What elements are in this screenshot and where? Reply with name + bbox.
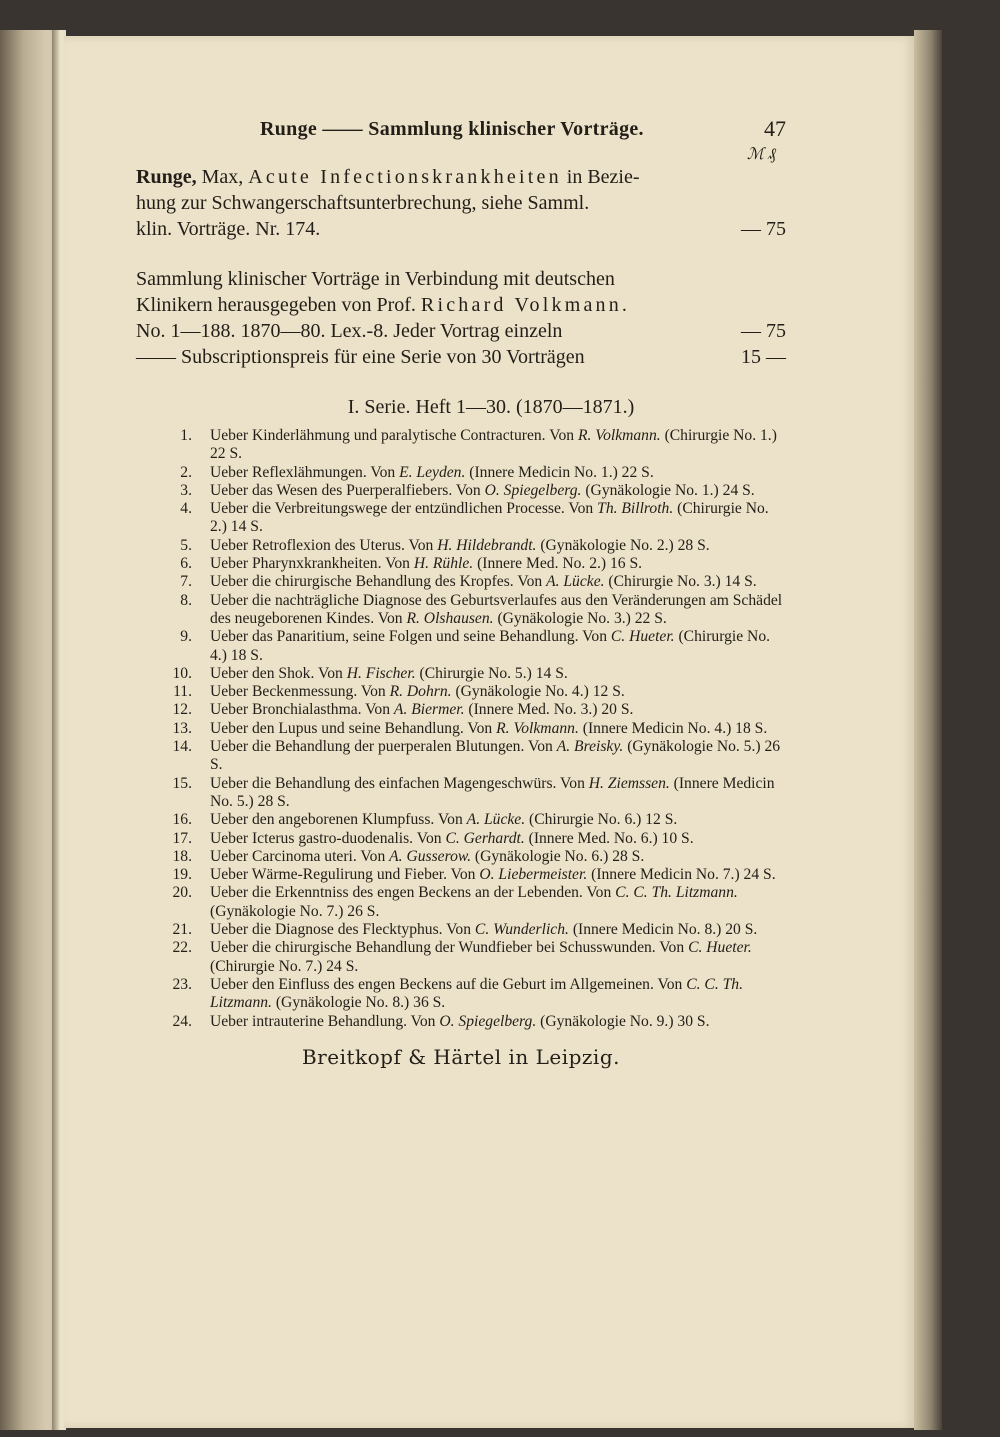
- item-details: (Chirurgie No. 6.) 12 S.: [529, 811, 678, 829]
- list-item: [136, 976, 786, 1013]
- entry-title: Acute Infectionskrankheiten: [248, 166, 562, 188]
- item-title: Ueber die Behandlung der puerperalen Blutungen. Von: [210, 738, 557, 756]
- item-author: H. Rühle.: [413, 555, 478, 573]
- item-details: (Gynäkologie No. 7.) 26 S.: [210, 902, 380, 920]
- item-number: 4.: [180, 500, 192, 518]
- list-item: [136, 464, 786, 482]
- list-item: [136, 482, 786, 500]
- item-details: (Chirurgie No. 5.) 14 S.: [419, 664, 568, 682]
- item-details: (Gynäkologie No. 1.) 24 S.: [585, 481, 755, 499]
- list-item: [136, 720, 786, 738]
- editor-name: Richard Volkmann.: [420, 294, 631, 316]
- item-details: (Chirurgie No. 4.) 18 S.: [210, 628, 771, 664]
- item-title: Ueber Pharynxkrankheiten. Von: [210, 555, 414, 573]
- list-item: [136, 848, 786, 866]
- item-title: Ueber Reflexlähmungen. Von: [210, 463, 400, 481]
- item-number: 10.: [172, 664, 192, 682]
- item-number: 12.: [172, 701, 192, 719]
- item-number: 17.: [172, 829, 192, 847]
- item-number: 6.: [180, 555, 192, 573]
- item-number: 7.: [180, 573, 192, 591]
- item-title: Ueber Wärme-Regulirung und Fieber. Von: [210, 866, 480, 884]
- item-author: E. Leyden.: [399, 463, 470, 481]
- item-title: Ueber den Einfluss des engen Beckens auf die Geburt im Allgemeinen. Von: [210, 975, 687, 993]
- item-details: (Innere Medicin No. 8.) 20 S.: [572, 921, 758, 939]
- item-title: Ueber das Panaritium, seine Folgen und seine Behandlung. Von: [210, 628, 611, 646]
- header-title: Runge —— Sammlung klinischer Vorträge.: [260, 118, 644, 140]
- item-title: Ueber den Shok. Von: [210, 664, 347, 682]
- page-content: [136, 110, 786, 1069]
- list-item: [136, 573, 786, 591]
- item-title: Ueber die Behandlung des einfachen Magengeschwürs. Von: [210, 774, 589, 792]
- item-details: (Innere Med. No. 3.) 20 S.: [468, 701, 634, 719]
- item-number: 20.: [172, 884, 192, 902]
- item-details: (Gynäkologie No. 8.) 36 S.: [275, 994, 446, 1012]
- page-stack-edge: [914, 30, 942, 1430]
- item-author: A. Breisky.: [556, 738, 628, 756]
- item-number: 5.: [180, 536, 192, 554]
- item-title: Ueber Icterus gastro-duodenalis. Von: [210, 829, 446, 847]
- list-item: [136, 665, 786, 683]
- entry-sammlung: Sammlung klinischer Vorträge in Verbindung mit deutschen Klinikern herausgegeben von Prof. Richard Volkmann. No. 1—188. 1870—80. Lex.-8. Jeder Vortrag einzeln — 75 —— Subscriptionspreis für eine Serie von 30 Vorträgen 15 —: [136, 268, 786, 368]
- entry-price: — 75: [741, 320, 786, 342]
- item-author: A. Lücke.: [546, 573, 609, 591]
- list-item: [136, 866, 786, 884]
- item-author: R. Volkmann.: [496, 719, 583, 737]
- item-details: (Gynäkologie No. 6.) 28 S.: [474, 847, 645, 865]
- item-author: O. Liebermeister.: [479, 866, 592, 884]
- item-number: 8.: [180, 591, 192, 609]
- item-author: A. Lücke.: [466, 811, 530, 829]
- item-title: Ueber die Diagnose des Flecktyphus. Von: [210, 921, 475, 939]
- entry-price: — 75: [741, 218, 786, 240]
- item-details: (Chirurgie No. 2.) 14 S.: [210, 500, 769, 536]
- item-title: Ueber Kinderlähmung und paralytische Contracturen. Von: [210, 427, 578, 444]
- item-title: Ueber die chirurgische Behandlung der Wundfieber bei Schusswunden. Von: [210, 939, 689, 957]
- item-title: Ueber Beckenmessung. Von: [210, 683, 390, 701]
- entry-name: Runge,: [136, 166, 197, 188]
- item-author: H. Ziemssen.: [588, 774, 674, 792]
- subscription-price: 15 —: [741, 346, 786, 368]
- item-details: (Chirurgie No. 1.) 22 S.: [210, 427, 777, 463]
- item-details: (Innere Medicin No. 4.) 18 S.: [582, 719, 768, 737]
- list-item: [136, 811, 786, 829]
- item-title: Ueber den angeborenen Klumpfuss. Von: [210, 811, 467, 829]
- item-number: 16.: [172, 811, 192, 829]
- item-details: (Innere Med. No. 2.) 16 S.: [477, 555, 643, 573]
- publisher-footer: Breitkopf & Härtel in Leipzig.: [301, 1044, 620, 1069]
- page-number: 47: [764, 116, 786, 141]
- list-item: [136, 628, 786, 665]
- item-number: 18.: [172, 847, 192, 865]
- list-item: [136, 921, 786, 939]
- item-author: R. Volkmann.: [577, 427, 665, 444]
- item-title: Ueber das Wesen des Puerperalfiebers. Von: [210, 481, 485, 499]
- list-item: [136, 939, 786, 976]
- item-number: 13.: [172, 719, 192, 737]
- item-author: O. Spiegelberg.: [439, 1012, 541, 1030]
- list-item: [136, 884, 786, 921]
- item-author: C. Hueter.: [610, 628, 679, 646]
- item-number: 9.: [180, 628, 192, 646]
- list-item: [136, 738, 786, 775]
- item-title: Ueber intrauterine Behandlung. Von: [210, 1012, 440, 1030]
- item-author: H. Fischer.: [346, 664, 420, 682]
- list-item: [136, 592, 786, 629]
- item-details: (Gynäkologie No. 4.) 12 S.: [455, 683, 625, 701]
- list-item: [136, 701, 786, 719]
- item-author: R. Olshausen.: [406, 609, 498, 627]
- item-details: (Innere Med. No. 6.) 10 S.: [528, 829, 694, 847]
- list-item: [136, 537, 786, 555]
- item-number: 1.: [180, 427, 192, 444]
- item-author: H. Hildebrandt.: [437, 536, 541, 554]
- list-item: [136, 1013, 786, 1031]
- list-item: [136, 775, 786, 812]
- item-number: 15.: [172, 774, 192, 792]
- item-title: Ueber Retroflexion des Uterus. Von: [210, 536, 438, 554]
- entry-runge: Runge, Max, Acute Infectionskrankheiten in Bezie- hung zur Schwangerschaftsunterbrechung, siehe Samml. klin. Vorträge. Nr. 174. — 75: [136, 166, 786, 240]
- item-details: (Gynäkologie No. 5.) 26 S.: [210, 738, 781, 774]
- item-title: Ueber die Erkenntniss des engen Beckens an der Lebenden. Von: [210, 884, 616, 902]
- list-item: [136, 830, 786, 848]
- item-author: Th. Billroth.: [597, 500, 678, 518]
- item-details: (Innere Medicin No. 1.) 22 S.: [469, 463, 654, 481]
- item-details: (Gynäkologie No. 2.) 28 S.: [540, 536, 710, 554]
- item-author: C. Wunderlich.: [474, 921, 573, 939]
- lecture-list: [136, 427, 786, 1031]
- list-item: [136, 683, 786, 701]
- item-author: A. Biermer.: [393, 701, 469, 719]
- item-details: (Chirurgie No. 3.) 14 S.: [608, 573, 757, 591]
- list-item: [136, 500, 786, 537]
- item-details: (Innere Medicin No. 5.) 28 S.: [210, 774, 775, 810]
- left-page-edge: [0, 30, 58, 1430]
- item-title: Ueber Carcinoma uteri. Von: [210, 847, 390, 865]
- item-title: Ueber die Verbreitungswege der entzündlichen Processe. Von: [210, 500, 598, 518]
- item-number: 11.: [173, 683, 192, 701]
- item-author: O. Spiegelberg.: [484, 481, 586, 499]
- item-details: (Chirurgie No. 7.) 24 S.: [210, 957, 359, 975]
- item-number: 24.: [172, 1012, 192, 1030]
- item-title: Ueber Bronchialasthma. Von: [210, 701, 394, 719]
- item-title: Ueber den Lupus und seine Behandlung. Von: [210, 719, 497, 737]
- item-number: 21.: [172, 921, 192, 939]
- item-details: (Innere Medicin No. 7.) 24 S.: [591, 866, 776, 884]
- item-number: 3.: [180, 481, 192, 499]
- item-number: 19.: [172, 866, 192, 884]
- item-number: 2.: [180, 463, 192, 481]
- item-author: C. C. Th. Litzmann.: [210, 975, 743, 1012]
- item-author: C. Hueter.: [688, 939, 752, 957]
- item-number: 23.: [172, 975, 192, 993]
- running-header: [136, 110, 786, 144]
- item-author: R. Dohrn.: [389, 683, 456, 701]
- item-number: 22.: [172, 939, 192, 957]
- series-title: I. Serie. Heft 1—30. (1870—1871.): [347, 396, 635, 418]
- item-author: C. Gerhardt.: [445, 829, 529, 847]
- item-author: A. Gusserow.: [389, 847, 475, 865]
- item-details: (Gynäkologie No. 3.) 22 S.: [497, 609, 667, 627]
- list-item: [136, 555, 786, 573]
- item-number: 14.: [172, 738, 192, 756]
- list-item: [136, 427, 786, 464]
- item-title: Ueber die chirurgische Behandlung des Kropfes. Von: [210, 573, 547, 591]
- currency-header: ℳ ₰: [746, 146, 776, 163]
- item-title: Ueber die nachträgliche Diagnose des Geburtsverlaufes aus den Veränderungen am Schädel des neugeborenen Kindes. Von: [210, 591, 783, 627]
- item-details: (Gynäkologie No. 9.) 30 S.: [540, 1012, 710, 1030]
- item-author: C. C. Th. Litzmann.: [615, 884, 738, 902]
